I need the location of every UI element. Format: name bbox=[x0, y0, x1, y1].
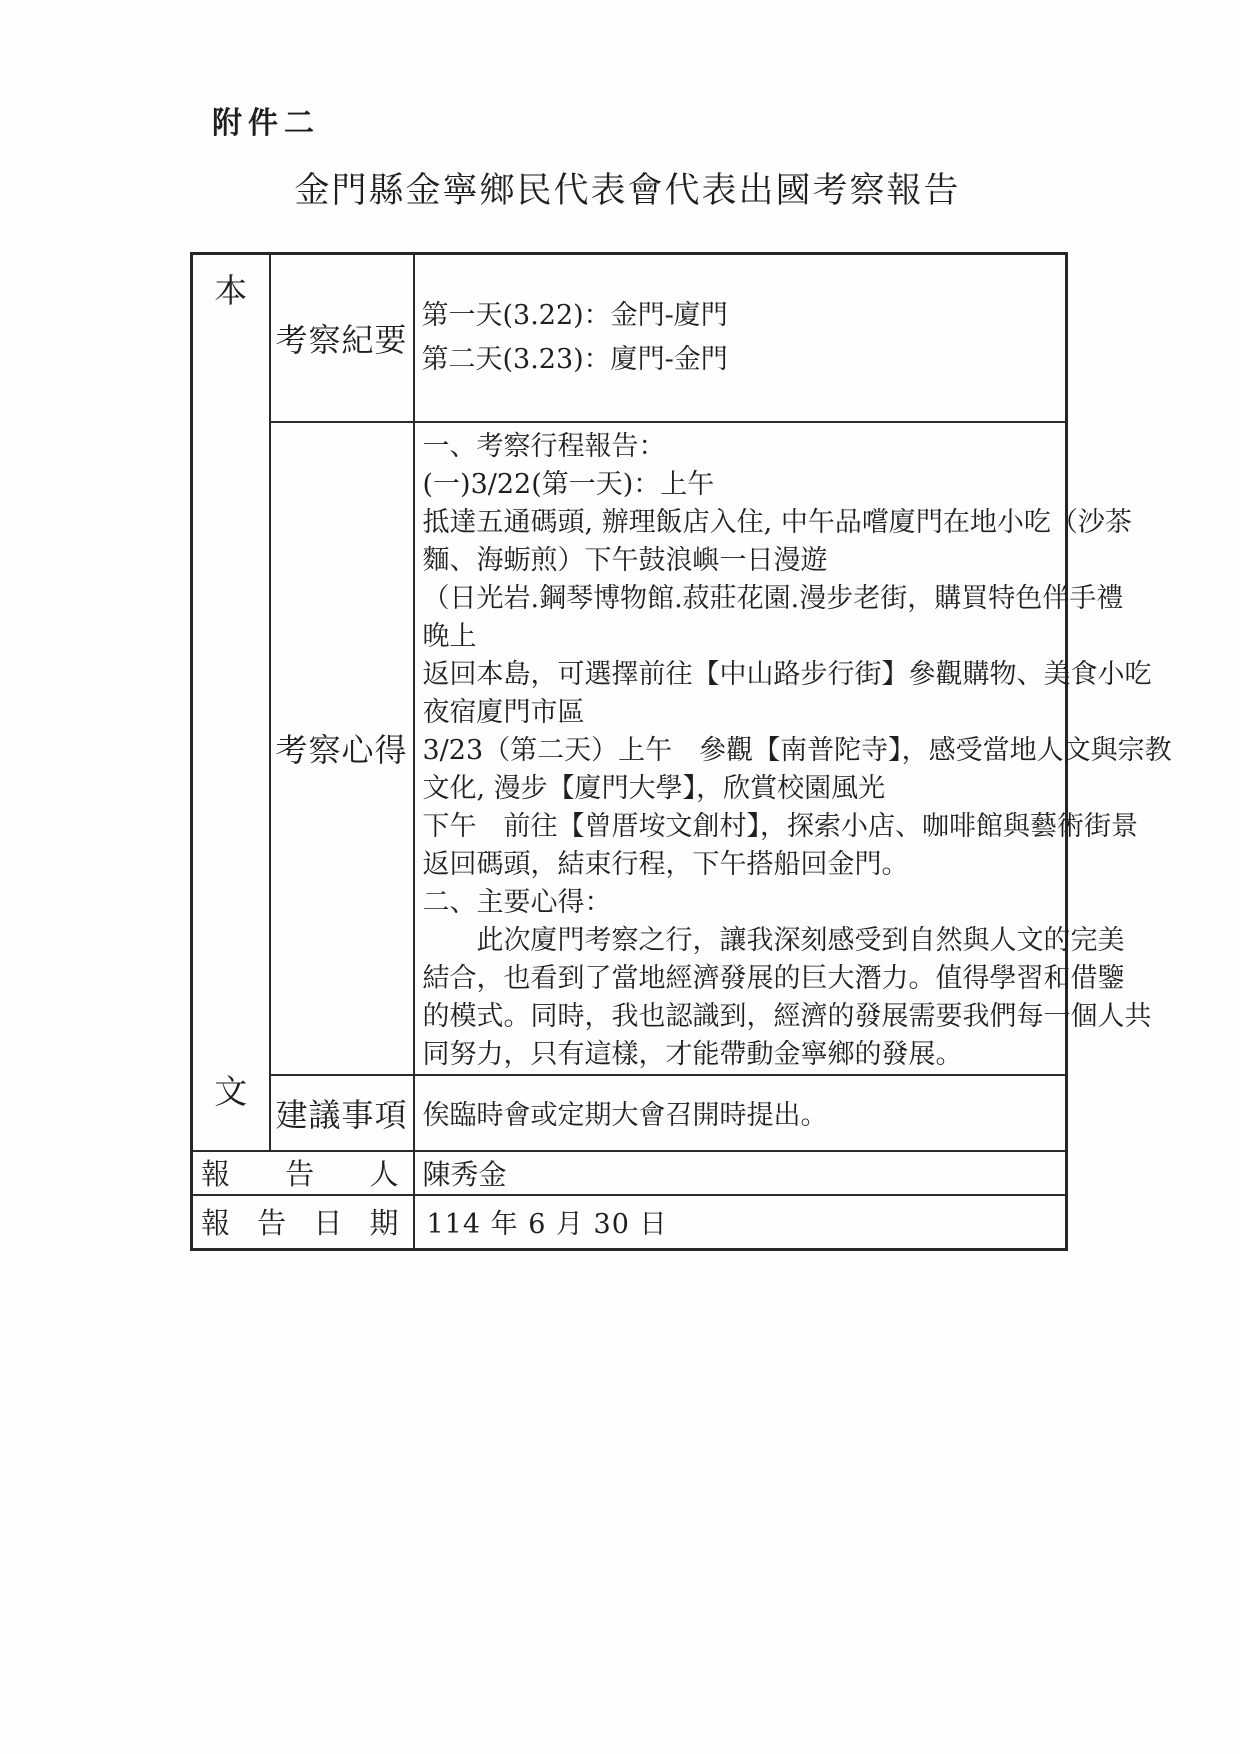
text-line: 下午 前往【曾厝垵文創村】，探索小店、咖啡館與藝術街景 bbox=[422, 810, 1138, 842]
text-line: 返回本島，可選擇前往【中山路步行街】參觀購物、美食小吃 bbox=[422, 658, 1152, 690]
report-date-label-char: 告 bbox=[257, 1206, 287, 1241]
text-line: 晚上 bbox=[422, 620, 477, 652]
reporter-label-cell bbox=[192, 1151, 414, 1195]
summary-label-text: 考察紀要 bbox=[275, 320, 408, 359]
reporter-name: 陳秀金 bbox=[422, 1157, 507, 1191]
reporter-label-char: 告 bbox=[285, 1157, 315, 1191]
text-line: 同努力，只有這樣，才能帶動金寧鄉的發展。 bbox=[422, 1038, 963, 1070]
text-line: 麵、海蛎煎）下午鼓浪嶼一日漫遊 bbox=[422, 544, 828, 576]
text-line: 返回碼頭，結束行程，下午搭船回金門。 bbox=[422, 848, 909, 880]
suggestions-text: 俟臨時會或定期大會召開時提出。 bbox=[422, 1100, 828, 1131]
reporter-value-cell bbox=[414, 1151, 1067, 1195]
report-date-label-char: 日 bbox=[313, 1206, 343, 1241]
summary-lines bbox=[415, 294, 1066, 382]
text-line: 此次廈門考察之行，讓我深刻感受到自然與人文的完美 bbox=[422, 924, 1125, 956]
reflections-label-text: 考察心得 bbox=[275, 731, 408, 769]
reflections-row-label bbox=[270, 422, 414, 1075]
text-line: 一、考察行程報告： bbox=[422, 430, 666, 462]
reporter-label-char: 報 bbox=[201, 1157, 231, 1191]
report-date-label bbox=[193, 1201, 413, 1242]
report-date-value-cell bbox=[414, 1195, 1067, 1250]
suggestions-content-cell bbox=[414, 1075, 1067, 1151]
text-line: 3/23（第二天）上午 參觀【南普陀寺】，感受當地人文與宗教 bbox=[422, 734, 1172, 766]
reflections-content-cell bbox=[414, 422, 1172, 1075]
text-line: (一)3/22(第一天)：上午 bbox=[422, 468, 715, 500]
report-date-label-char: 報 bbox=[201, 1206, 231, 1241]
suggestions-row-label bbox=[270, 1075, 414, 1151]
summary-row-label bbox=[270, 254, 414, 422]
text-line: 結合，也看到了當地經濟發展的巨大潛力。值得學習和借鑒 bbox=[422, 962, 1125, 994]
reporter-label bbox=[193, 1152, 413, 1193]
text-line: 夜宿廈門市區 bbox=[422, 696, 585, 728]
report-date-label-cell bbox=[192, 1195, 414, 1250]
text-line: 第一天(3.22)：金門-廈門 bbox=[421, 299, 728, 331]
text-line: 抵達五通碼頭, 辦理飯店入住, 中午品嚐廈門在地小吃（沙茶 bbox=[422, 506, 1132, 538]
report-table bbox=[190, 252, 1172, 1251]
report-title: 金門縣金寧鄉民代表會代表出國考察報告 bbox=[294, 171, 961, 211]
text-line: 二、主要心得： bbox=[422, 886, 612, 918]
attachment-label: 附件二 bbox=[212, 106, 320, 141]
text-line: （日光岩.鋼琴博物館.菽莊花園.漫步老街，購買特色伴手禮 bbox=[422, 582, 1124, 614]
side-label-top: 本 bbox=[214, 271, 248, 310]
text-line: 的模式。同時，我也認識到，經濟的發展需要我們每一個人共 bbox=[422, 1000, 1152, 1032]
summary-content-cell bbox=[414, 254, 1067, 422]
text-line: 文化, 漫步【廈門大學】，欣賞校園風光 bbox=[422, 772, 886, 804]
side-column-cell bbox=[192, 254, 270, 1151]
reporter-label-char: 人 bbox=[369, 1157, 399, 1191]
reflections-lines bbox=[415, 423, 1172, 1074]
side-label-bottom: 文 bbox=[214, 1072, 248, 1111]
text-line: 第二天(3.23)：廈門-金門 bbox=[421, 343, 728, 375]
suggestions-label-text: 建議事項 bbox=[275, 1095, 408, 1134]
side-vertical-label bbox=[193, 255, 269, 1127]
report-date-label-char: 期 bbox=[369, 1206, 399, 1241]
report-date-value: 114 年 6 月 30 日 bbox=[426, 1209, 668, 1241]
